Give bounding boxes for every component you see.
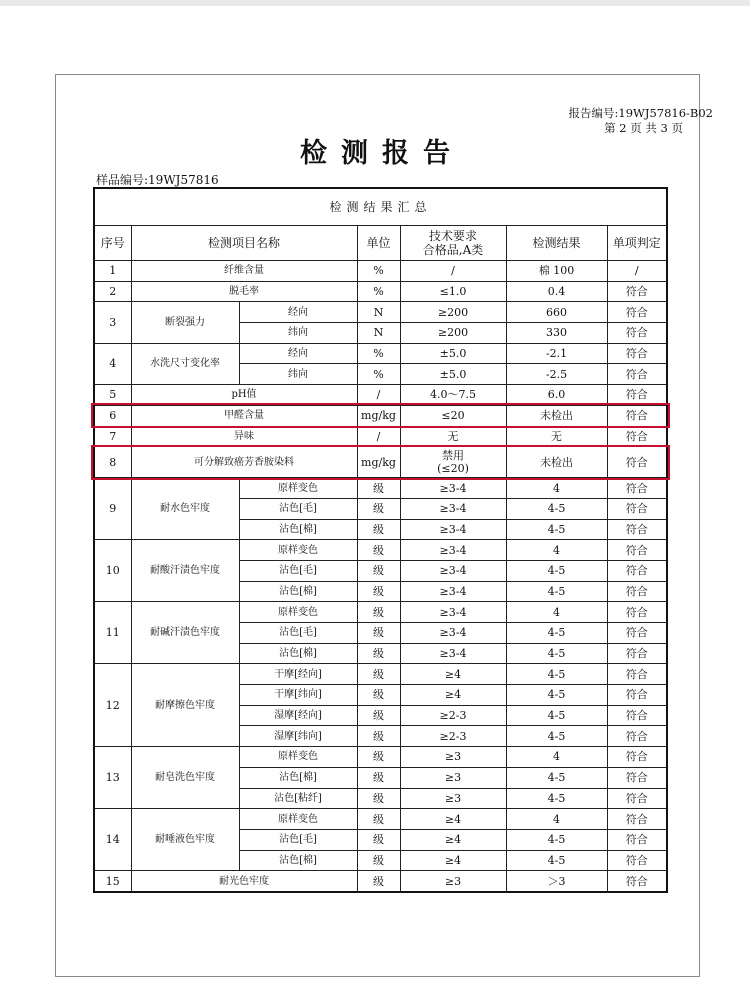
result-cell: 4-5 bbox=[506, 705, 607, 726]
unit-cell: % bbox=[357, 261, 400, 282]
unit-cell: N bbox=[357, 302, 400, 323]
requirement-cell: ≥200 bbox=[400, 323, 506, 344]
unit-cell: 级 bbox=[357, 540, 400, 561]
item-name: 耐碱汗渍色牢度 bbox=[131, 602, 239, 664]
unit-cell: / bbox=[357, 426, 400, 447]
result-cell: 4-5 bbox=[506, 767, 607, 788]
item-name: 异味 bbox=[131, 426, 357, 447]
header-req-line1: 技术要求 bbox=[428, 229, 477, 243]
requirement-cell: ≥3-4 bbox=[400, 498, 506, 519]
sub-item: 原样变色 bbox=[239, 747, 357, 768]
results-table bbox=[93, 187, 668, 893]
requirement-cell: ≤1.0 bbox=[400, 281, 506, 302]
item-name: 耐光色牢度 bbox=[131, 871, 357, 892]
sub-item: 湿摩[经向] bbox=[239, 705, 357, 726]
requirement-cell: ≥3-4 bbox=[400, 560, 506, 581]
verdict-cell: 符合 bbox=[607, 447, 667, 478]
item-name: 耐酸汗渍色牢度 bbox=[131, 540, 239, 602]
sub-item: 干摩[纬向] bbox=[239, 685, 357, 706]
item-name: 可分解致癌芳香胺染料 bbox=[131, 447, 357, 478]
table-row bbox=[94, 447, 667, 478]
result-cell: 4-5 bbox=[506, 850, 607, 871]
result-cell: 4-5 bbox=[506, 581, 607, 602]
sub-item: 纬向 bbox=[239, 323, 357, 344]
report-number-block bbox=[569, 106, 714, 120]
row-number: 6 bbox=[94, 405, 131, 426]
verdict-cell: 符合 bbox=[607, 364, 667, 385]
result-cell: 4-5 bbox=[506, 664, 607, 685]
result-cell: 4 bbox=[506, 602, 607, 623]
unit-cell: 级 bbox=[357, 767, 400, 788]
requirement-cell bbox=[400, 447, 506, 478]
unit-cell: 级 bbox=[357, 685, 400, 706]
verdict-cell: 符合 bbox=[607, 788, 667, 809]
verdict-cell: 符合 bbox=[607, 705, 667, 726]
requirement-cell: / bbox=[400, 261, 506, 282]
table-row bbox=[94, 281, 667, 302]
requirement-cell: ≥3-4 bbox=[400, 519, 506, 540]
unit-cell: 级 bbox=[357, 478, 400, 499]
unit-cell: 级 bbox=[357, 581, 400, 602]
sub-item: 原样变色 bbox=[239, 809, 357, 830]
requirement-cell: 无 bbox=[400, 426, 506, 447]
sub-item: 沾色[棉] bbox=[239, 850, 357, 871]
requirement-cell: ≥4 bbox=[400, 850, 506, 871]
header-req-line2: 合格品,A类 bbox=[422, 243, 484, 257]
verdict-cell: 符合 bbox=[607, 560, 667, 581]
table-row bbox=[94, 747, 667, 768]
row-number: 3 bbox=[94, 302, 131, 343]
sub-item: 原样变色 bbox=[239, 478, 357, 499]
table-caption: 检测结果汇总 bbox=[94, 188, 667, 226]
verdict-cell: 符合 bbox=[607, 323, 667, 344]
table-row bbox=[94, 426, 667, 447]
result-cell: 4-5 bbox=[506, 623, 607, 644]
sub-item: 沾色[粘纤] bbox=[239, 788, 357, 809]
verdict-cell: 符合 bbox=[607, 581, 667, 602]
row-number: 15 bbox=[94, 871, 131, 892]
verdict-cell: 符合 bbox=[607, 643, 667, 664]
requirement-cell: ≥3 bbox=[400, 767, 506, 788]
unit-cell: 级 bbox=[357, 747, 400, 768]
requirement-cell: ≥3-4 bbox=[400, 602, 506, 623]
unit-cell: 级 bbox=[357, 788, 400, 809]
item-name: 耐摩擦色牢度 bbox=[131, 664, 239, 747]
verdict-cell: 符合 bbox=[607, 850, 667, 871]
requirement-cell: 4.0～7.5 bbox=[400, 385, 506, 406]
sub-item: 干摩[经向] bbox=[239, 664, 357, 685]
row-number: 11 bbox=[94, 602, 131, 664]
requirement-cell: ≥4 bbox=[400, 664, 506, 685]
requirement-cell: ≥3-4 bbox=[400, 643, 506, 664]
unit-cell: 级 bbox=[357, 809, 400, 830]
result-cell: 4-5 bbox=[506, 829, 607, 850]
verdict-cell: 符合 bbox=[607, 829, 667, 850]
result-cell: 330 bbox=[506, 323, 607, 344]
top-strip bbox=[0, 0, 750, 6]
verdict-cell: 符合 bbox=[607, 540, 667, 561]
requirement-cell: ≥3 bbox=[400, 871, 506, 892]
requirement-cell: ±5.0 bbox=[400, 343, 506, 364]
verdict-cell: 符合 bbox=[607, 498, 667, 519]
unit-cell: N bbox=[357, 323, 400, 344]
sample-number: 样品编号:19WJ57816 bbox=[96, 173, 219, 187]
item-name: 耐皂洗色牢度 bbox=[131, 747, 239, 809]
report-title: 检测报告 bbox=[300, 138, 464, 169]
requirement-cell: ≥2-3 bbox=[400, 705, 506, 726]
result-cell: 660 bbox=[506, 302, 607, 323]
unit-cell: / bbox=[357, 385, 400, 406]
unit-cell: mg/kg bbox=[357, 447, 400, 478]
table-row bbox=[94, 478, 667, 499]
result-cell: 4 bbox=[506, 747, 607, 768]
verdict-cell: 符合 bbox=[607, 302, 667, 323]
item-name: 断裂强力 bbox=[131, 302, 239, 343]
item-name: pH值 bbox=[131, 385, 357, 406]
requirement-line1: 禁用 bbox=[442, 449, 464, 463]
unit-cell: 级 bbox=[357, 602, 400, 623]
table-row bbox=[94, 664, 667, 685]
result-cell: 0.4 bbox=[506, 281, 607, 302]
table-row bbox=[94, 602, 667, 623]
result-cell: ＞3 bbox=[506, 871, 607, 892]
row-number: 4 bbox=[94, 343, 131, 384]
sub-item: 沾色[毛] bbox=[239, 829, 357, 850]
verdict-cell: 符合 bbox=[607, 726, 667, 747]
result-cell: 未检出 bbox=[506, 447, 607, 478]
row-number: 14 bbox=[94, 809, 131, 871]
table-row bbox=[94, 261, 667, 282]
header-result: 检测结果 bbox=[506, 226, 607, 261]
row-number: 13 bbox=[94, 747, 131, 809]
result-cell: -2.1 bbox=[506, 343, 607, 364]
row-number: 5 bbox=[94, 385, 131, 406]
unit-cell: 级 bbox=[357, 643, 400, 664]
requirement-cell: ≤20 bbox=[400, 405, 506, 426]
unit-cell: % bbox=[357, 281, 400, 302]
requirement-cell: ≥3-4 bbox=[400, 478, 506, 499]
table-row bbox=[94, 871, 667, 892]
verdict-cell: 符合 bbox=[607, 343, 667, 364]
sub-item: 沾色[棉] bbox=[239, 767, 357, 788]
verdict-cell: 符合 bbox=[607, 685, 667, 706]
verdict-cell: 符合 bbox=[607, 747, 667, 768]
result-cell: 4 bbox=[506, 809, 607, 830]
requirement-line2: (≤20) bbox=[437, 462, 469, 476]
verdict-cell: 符合 bbox=[607, 405, 667, 426]
item-name: 纤维含量 bbox=[131, 261, 357, 282]
row-number: 9 bbox=[94, 478, 131, 540]
sub-item: 纬向 bbox=[239, 364, 357, 385]
header-item: 检测项目名称 bbox=[131, 226, 357, 261]
table-row bbox=[94, 385, 667, 406]
unit-cell: 级 bbox=[357, 726, 400, 747]
sub-item: 原样变色 bbox=[239, 602, 357, 623]
unit-cell: % bbox=[357, 343, 400, 364]
result-cell: 6.0 bbox=[506, 385, 607, 406]
result-cell: 4-5 bbox=[506, 685, 607, 706]
unit-cell: 级 bbox=[357, 623, 400, 644]
item-name: 甲醛含量 bbox=[131, 405, 357, 426]
sub-item: 沾色[棉] bbox=[239, 643, 357, 664]
verdict-cell: 符合 bbox=[607, 519, 667, 540]
verdict-cell: 符合 bbox=[607, 664, 667, 685]
sub-item: 沾色[毛] bbox=[239, 498, 357, 519]
sub-item: 沾色[棉] bbox=[239, 581, 357, 602]
verdict-cell: 符合 bbox=[607, 426, 667, 447]
table-row bbox=[94, 540, 667, 561]
sub-item: 沾色[棉] bbox=[239, 519, 357, 540]
page-info: 第 2 页 共 3 页 bbox=[604, 121, 683, 135]
result-cell: 4 bbox=[506, 478, 607, 499]
row-number: 8 bbox=[94, 447, 131, 478]
sub-item: 经向 bbox=[239, 343, 357, 364]
unit-cell: 级 bbox=[357, 498, 400, 519]
verdict-cell: 符合 bbox=[607, 871, 667, 892]
result-cell: 4-5 bbox=[506, 643, 607, 664]
report-number: 报告编号:19WJ57816-B02 bbox=[568, 106, 713, 120]
item-name: 水洗尺寸变化率 bbox=[131, 343, 239, 384]
table-row bbox=[94, 405, 667, 426]
unit-cell: 级 bbox=[357, 664, 400, 685]
requirement-cell: ≥200 bbox=[400, 302, 506, 323]
requirement-cell: ≥3-4 bbox=[400, 540, 506, 561]
item-name: 脱毛率 bbox=[131, 281, 357, 302]
header-unit: 单位 bbox=[357, 226, 400, 261]
row-number: 12 bbox=[94, 664, 131, 747]
verdict-cell: 符合 bbox=[607, 767, 667, 788]
requirement-cell: ≥3-4 bbox=[400, 623, 506, 644]
item-name: 耐水色牢度 bbox=[131, 478, 239, 540]
verdict-cell: / bbox=[607, 261, 667, 282]
header-verdict: 单项判定 bbox=[607, 226, 667, 261]
verdict-cell: 符合 bbox=[607, 385, 667, 406]
table-row bbox=[94, 809, 667, 830]
header-seq: 序号 bbox=[94, 226, 131, 261]
table-row bbox=[94, 302, 667, 323]
result-cell: 4 bbox=[506, 540, 607, 561]
result-cell: 4-5 bbox=[506, 726, 607, 747]
row-number: 2 bbox=[94, 281, 131, 302]
unit-cell: mg/kg bbox=[357, 405, 400, 426]
unit-cell: 级 bbox=[357, 871, 400, 892]
unit-cell: 级 bbox=[357, 519, 400, 540]
item-name: 耐唾液色牢度 bbox=[131, 809, 239, 871]
requirement-cell: ≥3 bbox=[400, 747, 506, 768]
table-header-row bbox=[94, 226, 667, 261]
sub-item: 沾色[毛] bbox=[239, 623, 357, 644]
requirement-cell: ≥4 bbox=[400, 829, 506, 850]
result-cell: 无 bbox=[506, 426, 607, 447]
unit-cell: 级 bbox=[357, 560, 400, 581]
requirement-cell: ±5.0 bbox=[400, 364, 506, 385]
requirement-cell: ≥4 bbox=[400, 809, 506, 830]
sub-item: 经向 bbox=[239, 302, 357, 323]
result-cell: 4-5 bbox=[506, 519, 607, 540]
unit-cell: 级 bbox=[357, 829, 400, 850]
verdict-cell: 符合 bbox=[607, 809, 667, 830]
verdict-cell: 符合 bbox=[607, 602, 667, 623]
sub-item: 原样变色 bbox=[239, 540, 357, 561]
verdict-cell: 符合 bbox=[607, 281, 667, 302]
verdict-cell: 符合 bbox=[607, 478, 667, 499]
result-cell: 4-5 bbox=[506, 498, 607, 519]
result-cell: 棉 100 bbox=[506, 261, 607, 282]
requirement-cell: ≥3-4 bbox=[400, 581, 506, 602]
sub-item: 沾色[毛] bbox=[239, 560, 357, 581]
requirement-cell: ≥3 bbox=[400, 788, 506, 809]
results-body bbox=[94, 261, 667, 892]
row-number: 7 bbox=[94, 426, 131, 447]
sub-item: 湿摩[纬向] bbox=[239, 726, 357, 747]
requirement-cell: ≥4 bbox=[400, 685, 506, 706]
row-number: 1 bbox=[94, 261, 131, 282]
unit-cell: % bbox=[357, 364, 400, 385]
unit-cell: 级 bbox=[357, 850, 400, 871]
result-cell: 4-5 bbox=[506, 788, 607, 809]
requirement-cell: ≥2-3 bbox=[400, 726, 506, 747]
row-number: 10 bbox=[94, 540, 131, 602]
unit-cell: 级 bbox=[357, 705, 400, 726]
result-cell: 4-5 bbox=[506, 560, 607, 581]
table-caption-row bbox=[94, 188, 667, 226]
verdict-cell: 符合 bbox=[607, 623, 667, 644]
table-row bbox=[94, 343, 667, 364]
result-cell: -2.5 bbox=[506, 364, 607, 385]
header-requirement bbox=[400, 226, 506, 261]
result-cell: 未检出 bbox=[506, 405, 607, 426]
